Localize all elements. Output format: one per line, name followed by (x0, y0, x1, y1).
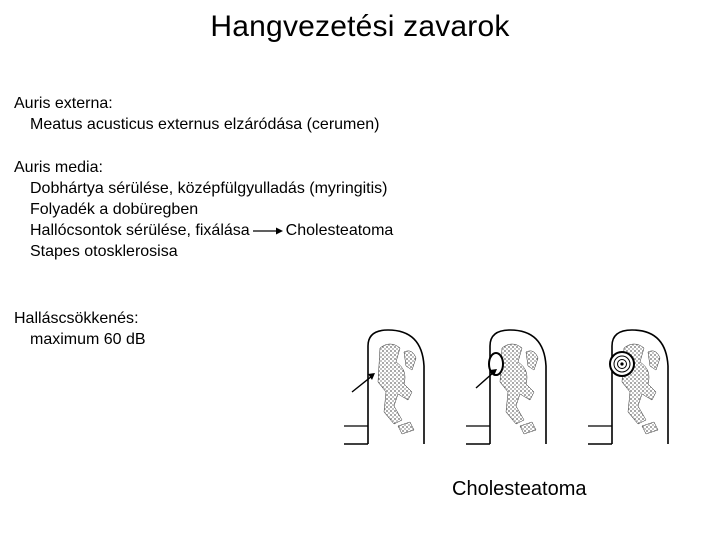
section-auris-externa (14, 93, 380, 135)
list-item: Folyadék a dobüregben (30, 201, 199, 218)
list-item: maximum 60 dB (30, 331, 146, 348)
ear-diagram-stage-1 (344, 330, 424, 444)
ear-diagram-stage-3 (588, 330, 668, 444)
section-heading: Halláscsökkenés: (14, 310, 139, 327)
list-item: Dobhártya sérülése, középfülgyulladás (myringitis) (30, 180, 388, 197)
list-item: Stapes otosklerosisa (30, 243, 178, 260)
section-auris-media (14, 157, 393, 262)
ear-diagram-stage-2 (466, 330, 546, 444)
list-item: Hallócsontok sérülése, fixálása Cholesteatoma (30, 222, 394, 239)
arrow-target: Cholesteatoma (285, 222, 394, 239)
section-heading: Auris media: (14, 159, 103, 176)
slide-title: Hangvezetési zavarok (210, 10, 510, 43)
figure-caption: Cholesteatoma (452, 478, 587, 500)
arrow-right-icon (252, 226, 284, 236)
ear-cholesteatoma-illustration (338, 326, 710, 460)
list-item: Meatus acusticus externus elzáródása (cerumen) (30, 116, 380, 133)
section-heading: Auris externa: (14, 95, 113, 112)
section-hearing-loss (14, 308, 146, 350)
